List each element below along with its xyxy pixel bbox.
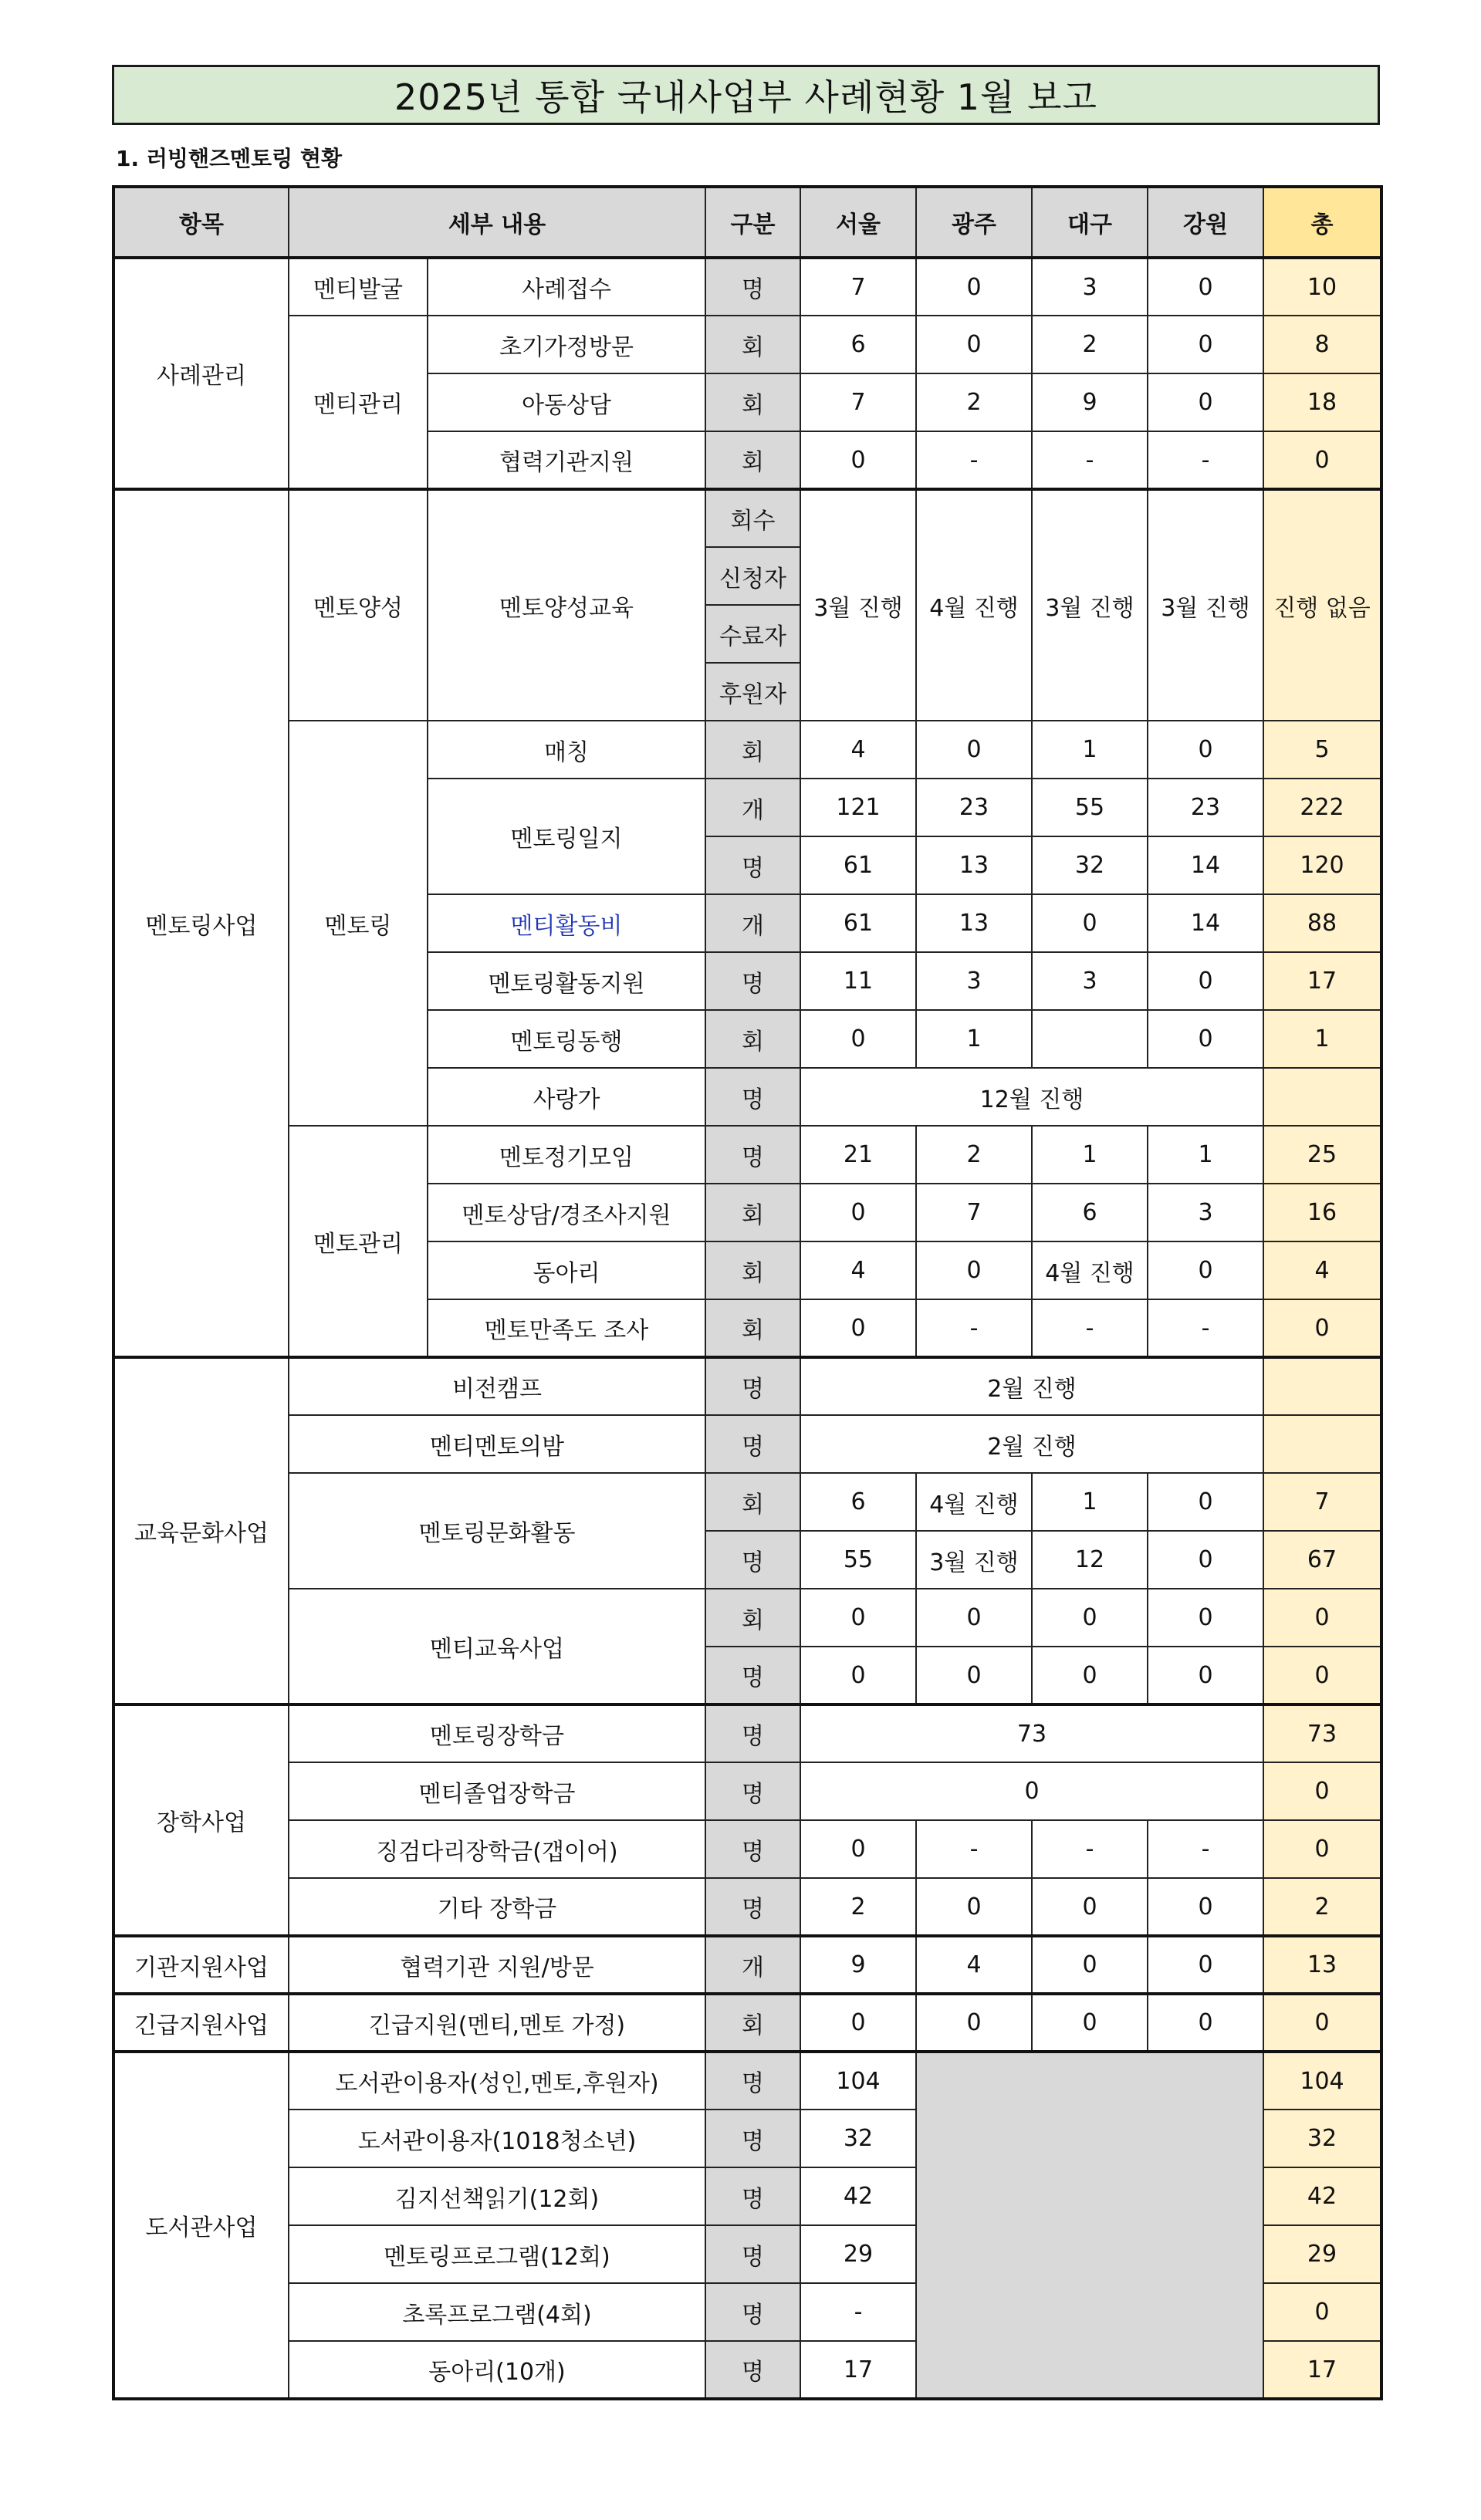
total-cell: 18 — [1263, 373, 1381, 431]
gwangju-cell: 0 — [916, 1589, 1032, 1647]
row-label: 멘티졸업장학금 — [289, 1762, 705, 1820]
category-label: 긴급지원사업 — [113, 1994, 289, 2052]
gangwon-cell: 0 — [1148, 1241, 1263, 1299]
gangwon-cell: 0 — [1148, 1589, 1263, 1647]
subgroup-label: 멘토양성 — [289, 489, 428, 721]
merged-cell: 73 — [800, 1704, 1263, 1762]
seoul-cell: 0 — [800, 1994, 916, 2052]
unit-cell: 명 — [705, 1357, 800, 1415]
row-label: 협력기관지원 — [428, 431, 705, 489]
total-cell: 120 — [1263, 836, 1381, 894]
seoul-cell: 32 — [800, 2110, 916, 2167]
unit-cell: 명 — [705, 1762, 800, 1820]
daegu-cell: 1 — [1032, 721, 1148, 779]
daegu-cell: 6 — [1032, 1184, 1148, 1241]
row-label: 사례접수 — [428, 258, 705, 316]
seoul-cell: 0 — [800, 1820, 916, 1878]
total-cell: 0 — [1263, 1994, 1381, 2052]
unit-cell: 명 — [705, 2225, 800, 2283]
gwangju-cell: 13 — [916, 894, 1032, 952]
seoul-cell: 29 — [800, 2225, 916, 2283]
gwangju-cell: - — [916, 1820, 1032, 1878]
total-cell: 104 — [1263, 2052, 1381, 2110]
daegu-cell: 32 — [1032, 836, 1148, 894]
gangwon-cell: 0 — [1148, 952, 1263, 1010]
row-label: 아동상담 — [428, 373, 705, 431]
table-row — [113, 258, 1381, 316]
unit-cell: 명 — [705, 1415, 800, 1473]
row-label: 기타 장학금 — [289, 1878, 705, 1936]
row-label: 도서관이용자(성인,멘토,후원자) — [289, 2052, 705, 2110]
unit-cell: 회 — [705, 1994, 800, 2052]
row-label: 멘토만족도 조사 — [428, 1299, 705, 1357]
gwangju-cell: 2 — [916, 1126, 1032, 1184]
gwangju-cell: 0 — [916, 1994, 1032, 2052]
total-cell: 0 — [1263, 1647, 1381, 1704]
total-cell: 진행 없음 — [1263, 489, 1381, 721]
daegu-cell: 3월 진행 — [1032, 489, 1148, 721]
seoul-cell: 0 — [800, 1184, 916, 1241]
unit-cell: 명 — [705, 2110, 800, 2167]
unit-cell: 회 — [705, 1299, 800, 1357]
daegu-cell: 55 — [1032, 779, 1148, 836]
gwangju-cell: 3월 진행 — [916, 1531, 1032, 1589]
unit-cell: 회 — [705, 1473, 800, 1531]
unit-cell: 명 — [705, 1068, 800, 1126]
row-label: 멘토링문화활동 — [289, 1473, 705, 1589]
total-cell: 0 — [1263, 1762, 1381, 1820]
gwangju-cell: 4월 진행 — [916, 489, 1032, 721]
table-row — [113, 721, 1381, 779]
seoul-cell: 0 — [800, 1589, 916, 1647]
total-cell: 13 — [1263, 1936, 1381, 1994]
daegu-cell: 9 — [1032, 373, 1148, 431]
row-label: 멘토링동행 — [428, 1010, 705, 1068]
gwangju-cell: 4월 진행 — [916, 1473, 1032, 1531]
unit-cell: 개 — [705, 1936, 800, 1994]
seoul-cell: 104 — [800, 2052, 916, 2110]
seoul-cell: 0 — [800, 1299, 916, 1357]
row-label: 사랑가 — [428, 1068, 705, 1126]
total-cell: 16 — [1263, 1184, 1381, 1241]
gwangju-cell: 0 — [916, 1647, 1032, 1704]
gangwon-cell: 0 — [1148, 1878, 1263, 1936]
table-row — [113, 1994, 1381, 2052]
merged-cell: 2월 진행 — [800, 1415, 1263, 1473]
seoul-cell: 17 — [800, 2341, 916, 2399]
total-cell: 4 — [1263, 1241, 1381, 1299]
gangwon-cell: 0 — [1148, 258, 1263, 316]
col-gangwon: 강원 — [1148, 187, 1263, 258]
total-cell: 0 — [1263, 1589, 1381, 1647]
daegu-cell: 0 — [1032, 1589, 1148, 1647]
gangwon-cell: 14 — [1148, 836, 1263, 894]
table-row — [113, 1936, 1381, 1994]
seoul-cell: 121 — [800, 779, 916, 836]
total-cell: 42 — [1263, 2167, 1381, 2225]
total-cell: 10 — [1263, 258, 1381, 316]
seoul-cell: 61 — [800, 894, 916, 952]
row-label: 멘토링장학금 — [289, 1704, 705, 1762]
total-cell: 17 — [1263, 952, 1381, 1010]
unit-cell: 회 — [705, 721, 800, 779]
table-row — [113, 1762, 1381, 1820]
gangwon-cell: 3월 진행 — [1148, 489, 1263, 721]
row-label: 매칭 — [428, 721, 705, 779]
daegu-cell: 0 — [1032, 1994, 1148, 2052]
gwangju-cell: 0 — [916, 1241, 1032, 1299]
table-row — [113, 1357, 1381, 1415]
total-cell: 0 — [1263, 2283, 1381, 2341]
col-detail: 세부 내용 — [289, 187, 705, 258]
unit-cell: 명 — [705, 2167, 800, 2225]
total-cell: 17 — [1263, 2341, 1381, 2399]
merged-cell: 2월 진행 — [800, 1357, 1263, 1415]
row-label: 멘토링활동지원 — [428, 952, 705, 1010]
seoul-cell: 6 — [800, 1473, 916, 1531]
col-seoul: 서울 — [800, 187, 916, 258]
unit-cell: 개 — [705, 779, 800, 836]
status-table — [112, 185, 1383, 2400]
total-cell: 8 — [1263, 316, 1381, 373]
total-cell: 7 — [1263, 1473, 1381, 1531]
daegu-cell: 0 — [1032, 1647, 1148, 1704]
gangwon-cell: 0 — [1148, 1531, 1263, 1589]
category-label: 사례관리 — [113, 258, 289, 489]
total-cell: 88 — [1263, 894, 1381, 952]
table-row — [113, 1473, 1381, 1531]
seoul-cell: 0 — [800, 1647, 916, 1704]
daegu-cell: 0 — [1032, 894, 1148, 952]
total-cell: 2 — [1263, 1878, 1381, 1936]
seoul-cell: 3월 진행 — [800, 489, 916, 721]
table-row — [113, 1126, 1381, 1184]
subgroup-label: 멘티관리 — [289, 316, 428, 489]
unit-cell: 명 — [705, 2283, 800, 2341]
unit-cell: 개 — [705, 894, 800, 952]
row-label: 징검다리장학금(갭이어) — [289, 1820, 705, 1878]
table-row — [113, 1415, 1381, 1473]
seoul-cell: 4 — [800, 1241, 916, 1299]
total-cell — [1263, 1068, 1381, 1126]
gwangju-cell: 13 — [916, 836, 1032, 894]
row-label: 긴급지원(멘티,멘토 가정) — [289, 1994, 705, 2052]
unit-cell: 명 — [705, 1531, 800, 1589]
unit-cell: 회 — [705, 1589, 800, 1647]
seoul-cell: 21 — [800, 1126, 916, 1184]
unit-cell: 명 — [705, 1820, 800, 1878]
daegu-cell: 1 — [1032, 1473, 1148, 1531]
gangwon-cell: 23 — [1148, 779, 1263, 836]
unit-cell: 명 — [705, 1878, 800, 1936]
row-label: 멘티활동비 — [428, 894, 705, 952]
seoul-cell: 7 — [800, 258, 916, 316]
row-label: 김지선책읽기(12회) — [289, 2167, 705, 2225]
seoul-cell: - — [800, 2283, 916, 2341]
subgroup-label: 멘티발굴 — [289, 258, 428, 316]
unit-cell: 수료자 — [705, 605, 800, 663]
unit-cell: 회 — [705, 373, 800, 431]
gangwon-cell: 1 — [1148, 1126, 1263, 1184]
col-gwangju: 광주 — [916, 187, 1032, 258]
table-row — [113, 489, 1381, 547]
merged-cell: 0 — [800, 1762, 1263, 1820]
total-cell: 5 — [1263, 721, 1381, 779]
daegu-cell: 3 — [1032, 952, 1148, 1010]
gwangju-cell: 0 — [916, 721, 1032, 779]
daegu-cell: - — [1032, 1820, 1148, 1878]
gangwon-cell: 14 — [1148, 894, 1263, 952]
gangwon-cell: - — [1148, 1820, 1263, 1878]
total-cell: 32 — [1263, 2110, 1381, 2167]
row-label: 멘토양성교육 — [428, 489, 705, 721]
gwangju-cell: 0 — [916, 258, 1032, 316]
total-cell — [1263, 1357, 1381, 1415]
row-label: 협력기관 지원/방문 — [289, 1936, 705, 1994]
gwangju-cell: 3 — [916, 952, 1032, 1010]
unit-cell: 명 — [705, 258, 800, 316]
seoul-cell: 55 — [800, 1531, 916, 1589]
row-label: 멘토상담/경조사지원 — [428, 1184, 705, 1241]
seoul-cell: 42 — [800, 2167, 916, 2225]
row-label: 멘티교육사업 — [289, 1589, 705, 1704]
unit-cell: 후원자 — [705, 663, 800, 721]
row-label: 멘토링프로그램(12회) — [289, 2225, 705, 2283]
total-cell: 73 — [1263, 1704, 1381, 1762]
row-label: 동아리 — [428, 1241, 705, 1299]
gwangju-cell: 0 — [916, 1878, 1032, 1936]
unit-cell: 회 — [705, 1241, 800, 1299]
col-item: 항목 — [113, 187, 289, 258]
seoul-cell: 61 — [800, 836, 916, 894]
daegu-cell: 4월 진행 — [1032, 1241, 1148, 1299]
seoul-cell: 6 — [800, 316, 916, 373]
total-cell: 25 — [1263, 1126, 1381, 1184]
subgroup-label: 멘토링 — [289, 721, 428, 1126]
gwangju-cell: - — [916, 431, 1032, 489]
gwangju-cell: 2 — [916, 373, 1032, 431]
total-cell: 1 — [1263, 1010, 1381, 1068]
category-label: 교육문화사업 — [113, 1357, 289, 1704]
unit-cell: 명 — [705, 1126, 800, 1184]
table-row — [113, 1589, 1381, 1647]
unit-cell: 명 — [705, 1704, 800, 1762]
seoul-cell: 0 — [800, 431, 916, 489]
row-label: 멘토링일지 — [428, 779, 705, 894]
category-label: 장학사업 — [113, 1704, 289, 1936]
seoul-cell: 7 — [800, 373, 916, 431]
blank-region — [916, 2052, 1263, 2399]
unit-cell: 회 — [705, 431, 800, 489]
unit-cell: 회 — [705, 316, 800, 373]
table-row — [113, 1878, 1381, 1936]
unit-cell: 회 — [705, 1184, 800, 1241]
section-title: 1. 러빙핸즈멘토링 현황 — [116, 146, 343, 171]
total-cell: 222 — [1263, 779, 1381, 836]
total-cell — [1263, 1415, 1381, 1473]
gangwon-cell: 0 — [1148, 1647, 1263, 1704]
daegu-cell: 1 — [1032, 1126, 1148, 1184]
table-row — [113, 1820, 1381, 1878]
gwangju-cell: - — [916, 1299, 1032, 1357]
gwangju-cell: 0 — [916, 316, 1032, 373]
row-label: 도서관이용자(1018청소년) — [289, 2110, 705, 2167]
gangwon-cell: 0 — [1148, 1994, 1263, 2052]
daegu-cell — [1032, 1010, 1148, 1068]
unit-cell: 명 — [705, 836, 800, 894]
gangwon-cell: 0 — [1148, 373, 1263, 431]
report-title: 2025년 통합 국내사업부 사례현황 1월 보고 — [112, 65, 1380, 125]
row-label: 동아리(10개) — [289, 2341, 705, 2399]
gwangju-cell: 7 — [916, 1184, 1032, 1241]
merged-cell: 12월 진행 — [800, 1068, 1263, 1126]
total-cell: 0 — [1263, 1299, 1381, 1357]
gwangju-cell: 4 — [916, 1936, 1032, 1994]
daegu-cell: - — [1032, 431, 1148, 489]
table-row — [113, 1704, 1381, 1762]
total-cell: 29 — [1263, 2225, 1381, 2283]
col-gubun: 구분 — [705, 187, 800, 258]
gangwon-cell: 0 — [1148, 1473, 1263, 1531]
row-label: 초기가정방문 — [428, 316, 705, 373]
gwangju-cell: 23 — [916, 779, 1032, 836]
seoul-cell: 4 — [800, 721, 916, 779]
row-label: 멘티멘토의밤 — [289, 1415, 705, 1473]
daegu-cell: 0 — [1032, 1936, 1148, 1994]
total-cell: 0 — [1263, 431, 1381, 489]
row-label: 비전캠프 — [289, 1357, 705, 1415]
unit-cell: 명 — [705, 952, 800, 1010]
category-label: 도서관사업 — [113, 2052, 289, 2399]
col-daegu: 대구 — [1032, 187, 1148, 258]
col-total: 총 — [1263, 187, 1381, 258]
unit-cell: 명 — [705, 2341, 800, 2399]
category-label: 기관지원사업 — [113, 1936, 289, 1994]
seoul-cell: 11 — [800, 952, 916, 1010]
unit-cell: 회 — [705, 1010, 800, 1068]
unit-cell: 명 — [705, 2052, 800, 2110]
gangwon-cell: 0 — [1148, 316, 1263, 373]
seoul-cell: 9 — [800, 1936, 916, 1994]
row-label: 멘토정기모임 — [428, 1126, 705, 1184]
unit-cell: 명 — [705, 1647, 800, 1704]
daegu-cell: - — [1032, 1299, 1148, 1357]
gangwon-cell: - — [1148, 1299, 1263, 1357]
row-label: 초록프로그램(4회) — [289, 2283, 705, 2341]
gangwon-cell: - — [1148, 431, 1263, 489]
total-cell: 67 — [1263, 1531, 1381, 1589]
category-label: 멘토링사업 — [113, 489, 289, 1357]
subgroup-label: 멘토관리 — [289, 1126, 428, 1357]
unit-cell: 신청자 — [705, 547, 800, 605]
daegu-cell: 3 — [1032, 258, 1148, 316]
total-cell: 0 — [1263, 1820, 1381, 1878]
gangwon-cell: 0 — [1148, 1936, 1263, 1994]
daegu-cell: 0 — [1032, 1878, 1148, 1936]
table-row — [113, 2052, 1381, 2110]
gangwon-cell: 0 — [1148, 1010, 1263, 1068]
gwangju-cell: 1 — [916, 1010, 1032, 1068]
table-row — [113, 316, 1381, 373]
daegu-cell: 12 — [1032, 1531, 1148, 1589]
header-row — [113, 187, 1381, 258]
gangwon-cell: 3 — [1148, 1184, 1263, 1241]
seoul-cell: 0 — [800, 1010, 916, 1068]
unit-cell: 회수 — [705, 489, 800, 547]
daegu-cell: 2 — [1032, 316, 1148, 373]
gangwon-cell: 0 — [1148, 721, 1263, 779]
seoul-cell: 2 — [800, 1878, 916, 1936]
